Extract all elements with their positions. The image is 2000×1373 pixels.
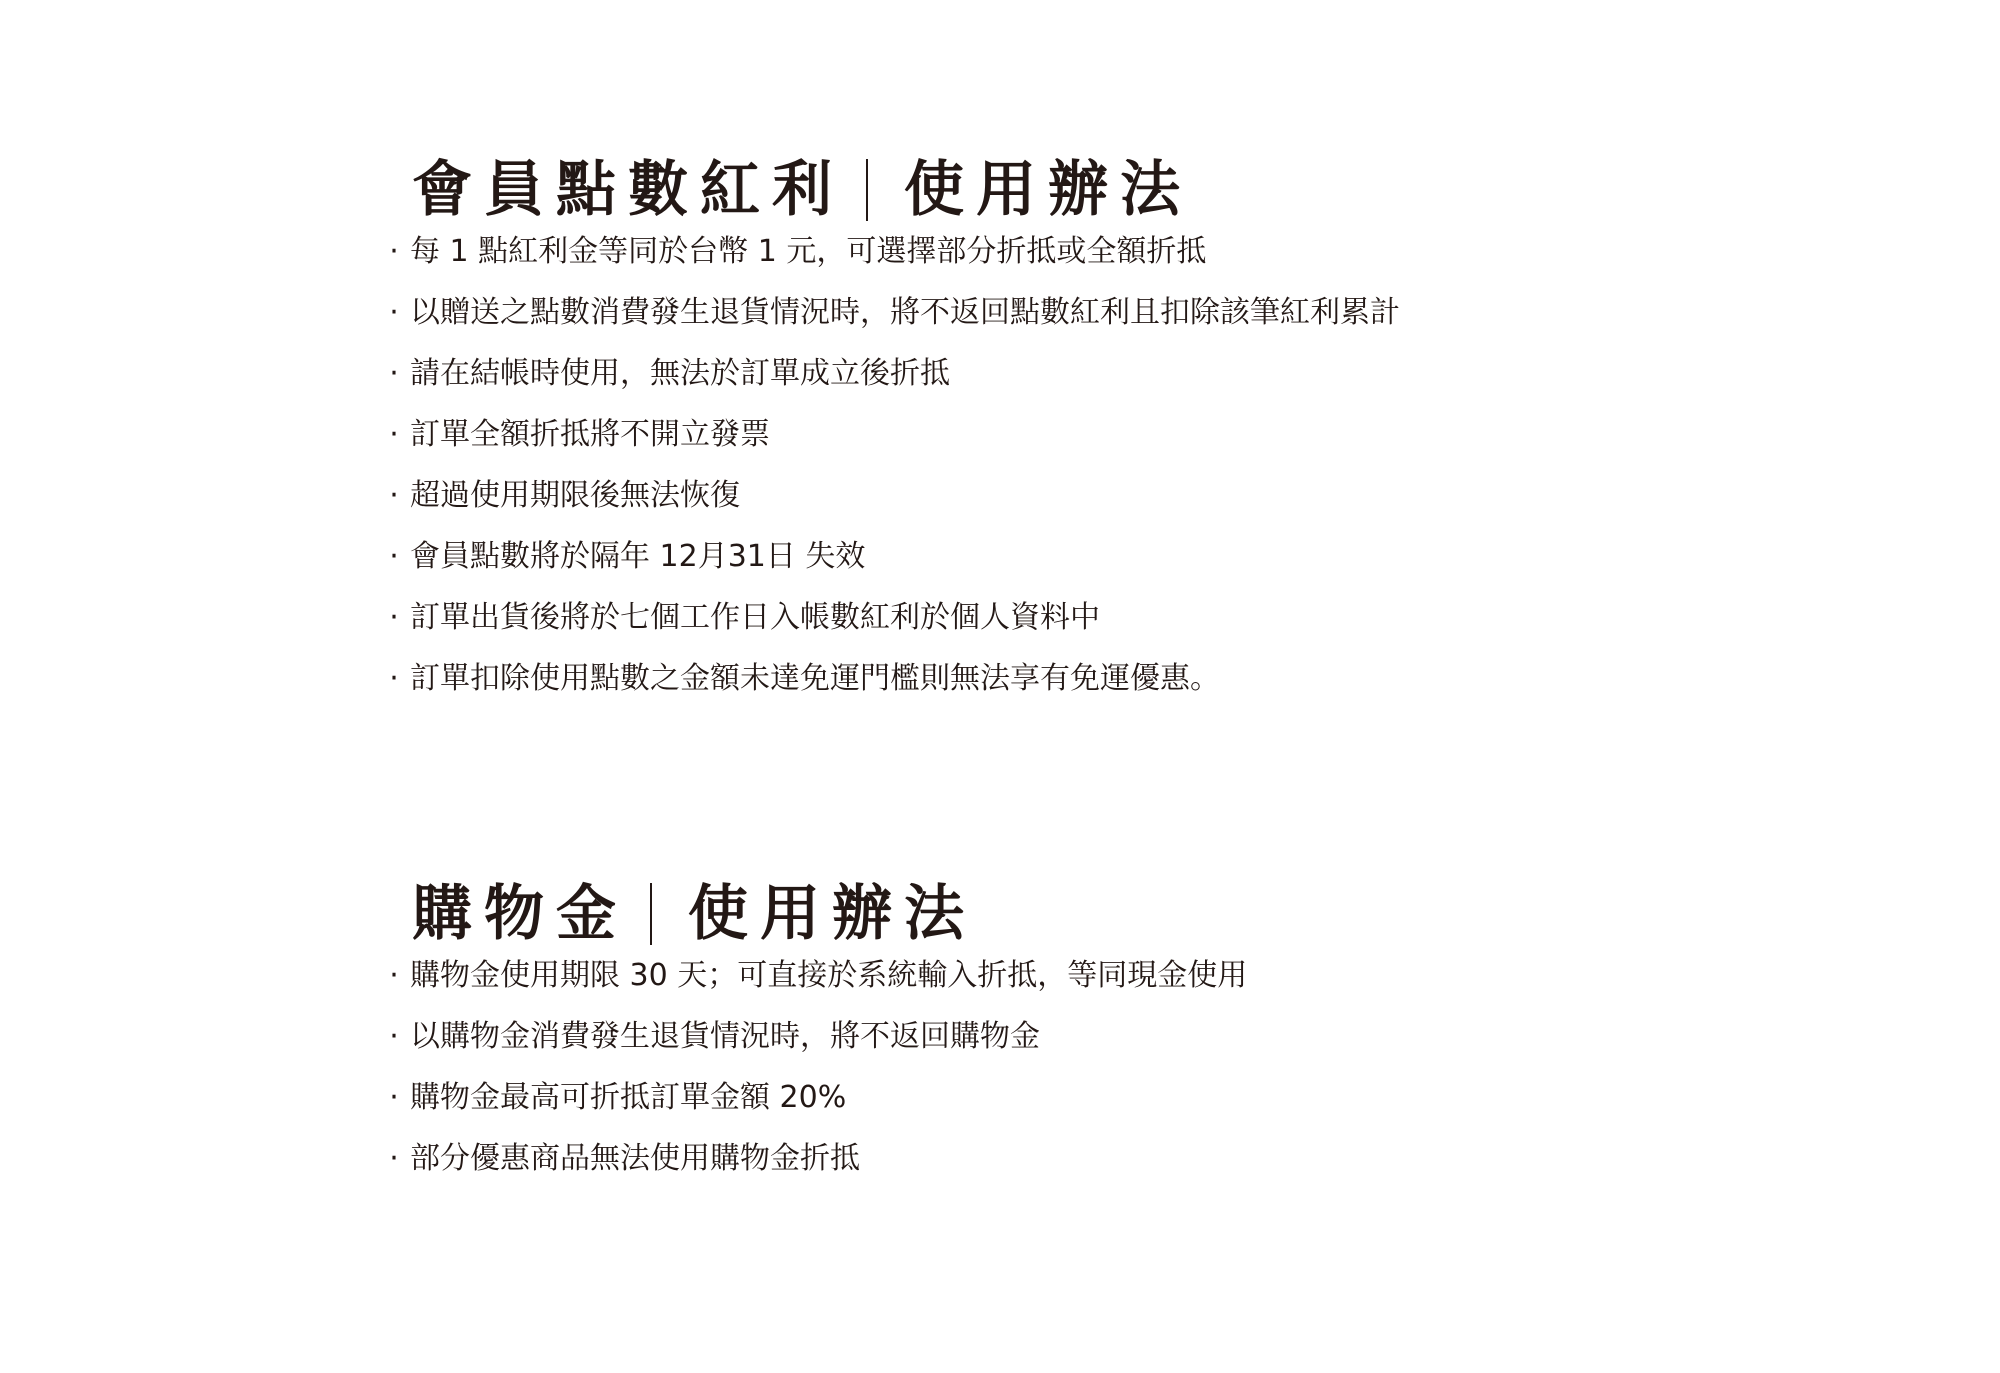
- member-points-subtitle: 使用辦法: [904, 155, 1192, 226]
- bullet-dot: ·: [389, 539, 399, 574]
- rule-text: 每 1 點紅利金等同於台幣 1 元，可選擇部分折抵或全額折抵: [410, 234, 1207, 269]
- member-points-heading: [412, 148, 1192, 232]
- rule-text: 訂單扣除使用點數之金額未達免運門檻則無法享有免運優惠。: [410, 661, 1220, 696]
- bullet-dot: ·: [389, 295, 399, 330]
- bullet-dot: ·: [389, 1141, 399, 1176]
- rule-text: 購物金最高可折抵訂單金額 20%: [410, 1080, 847, 1115]
- shopping-credit-subtitle: 使用辦法: [688, 879, 976, 950]
- rule-text: 部分優惠商品無法使用購物金折抵: [410, 1141, 860, 1176]
- bullet-dot: ·: [389, 661, 399, 696]
- rule-text: 訂單出貨後將於七個工作日入帳數紅利於個人資料中: [410, 600, 1100, 635]
- heading-divider: [650, 883, 652, 945]
- bullet-dot: ·: [389, 234, 399, 269]
- rule-text: 訂單全額折抵將不開立發票: [410, 417, 770, 452]
- rule-text: 請在結帳時使用，無法於訂單成立後折抵: [410, 356, 950, 391]
- bullet-dot: ·: [389, 478, 399, 513]
- rule-text: 購物金使用期限 30 天；可直接於系統輸入折抵，等同現金使用: [410, 958, 1248, 993]
- bullet-dot: ·: [389, 958, 399, 993]
- rule-text: 以購物金消費發生退貨情況時，將不返回購物金: [410, 1019, 1040, 1054]
- bullet-dot: ·: [389, 356, 399, 391]
- heading-divider: [866, 159, 868, 221]
- rule-text: 超過使用期限後無法恢復: [410, 478, 740, 513]
- rule-text: 以贈送之點數消費發生退貨情況時，將不返回點數紅利且扣除該筆紅利累計: [410, 295, 1400, 330]
- bullet-dot: ·: [389, 1080, 399, 1115]
- shopping-credit-heading: [412, 872, 976, 956]
- bullet-dot: ·: [389, 600, 399, 635]
- bullet-dot: ·: [389, 417, 399, 452]
- member-points-title: 會員點數紅利: [412, 155, 844, 226]
- bullet-dot: ·: [389, 1019, 399, 1054]
- shopping-credit-title: 購物金: [412, 879, 628, 950]
- rule-text: 會員點數將於隔年 12月31日 失效: [410, 539, 866, 574]
